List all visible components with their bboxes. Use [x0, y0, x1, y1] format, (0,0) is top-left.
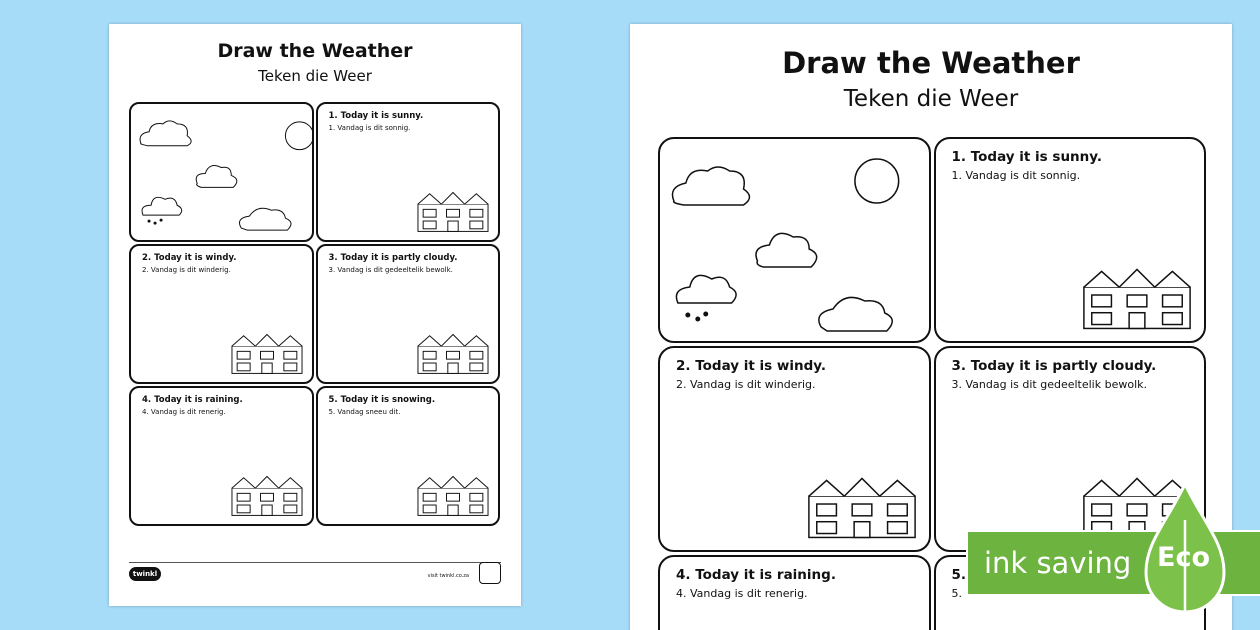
footer-divider [129, 562, 501, 563]
sunny-caption-en-large: 1. Today it is sunny. [951, 149, 1102, 165]
sunny-cell-large [934, 137, 1207, 343]
school-building-icon [414, 328, 492, 376]
snowing-cell [316, 386, 501, 526]
raining-caption-af: 4. Vandag is dit renerig. [142, 408, 226, 416]
raining-caption-en-large: 4. Today it is raining. [676, 567, 836, 583]
weather-pictures-art [131, 104, 312, 240]
windy-caption-en-large: 2. Today it is windy. [676, 358, 826, 374]
ink-saving-label: ink saving [984, 546, 1132, 580]
sunny-caption-af-large: 1. Vandag is dit sonnig. [951, 169, 1081, 182]
partly-cloudy-caption-en-large: 3. Today it is partly cloudy. [951, 358, 1157, 374]
snowing-caption-af: 5. Vandag sneeu dit. [328, 408, 401, 416]
worksheet-title: Draw the Weather [217, 40, 413, 62]
sunny-caption-af: 1. Vandag is dit sonnig. [328, 124, 411, 132]
partly-cloudy-caption-af-large: 3. Vandag is dit gedeeltelik bewolk. [951, 378, 1147, 391]
eco-label: Eco [1157, 542, 1210, 573]
school-building-icon [803, 468, 921, 542]
school-building-icon [228, 328, 306, 376]
sunny-caption-en: 1. Today it is sunny. [328, 111, 424, 121]
raining-caption-af-large: 4. Vandag is dit renerig. [676, 587, 808, 600]
worksheet-title-large: Draw the Weather [782, 46, 1080, 80]
weather-pictures-cell [129, 102, 314, 242]
partly-cloudy-caption-en: 3. Today it is partly cloudy. [328, 253, 458, 263]
weather-pictures-cell-large [658, 137, 931, 343]
sunny-cell [316, 102, 501, 242]
windy-caption-af: 2. Vandag is dit winderig. [142, 266, 231, 274]
weather-pictures-art [660, 139, 929, 341]
school-building-icon [414, 470, 492, 518]
partly-cloudy-caption-af: 3. Vandag is dit gedeeltelik bewolk. [328, 266, 453, 274]
snowing-caption-en-large: 5. [951, 567, 967, 583]
twinkl-logo: twinkl [129, 567, 161, 581]
school-building-icon [228, 470, 306, 518]
school-building-icon [414, 186, 492, 234]
footer-quality-badge-icon [479, 562, 501, 584]
snowing-caption-af-large: 5. [951, 587, 962, 600]
windy-caption-af-large: 2. Vandag is dit winderig. [676, 378, 816, 391]
footer-visit-text: visit twinkl.co.za [427, 573, 469, 579]
worksheet-subtitle: Teken die Weer [258, 67, 372, 85]
raining-cell-large [658, 555, 931, 630]
partly-cloudy-cell [316, 244, 501, 384]
worksheet-grid [129, 102, 500, 526]
windy-cell [129, 244, 314, 384]
worksheet-subtitle-large: Teken die Weer [843, 86, 1019, 112]
snowing-caption-en: 5. Today it is snowing. [328, 395, 436, 405]
school-building-icon [1078, 259, 1196, 333]
raining-caption-en: 4. Today it is raining. [142, 395, 243, 405]
worksheet-preview-small [109, 24, 521, 606]
windy-caption-en: 2. Today it is windy. [142, 253, 237, 263]
windy-cell-large [658, 346, 931, 552]
raining-cell [129, 386, 314, 526]
